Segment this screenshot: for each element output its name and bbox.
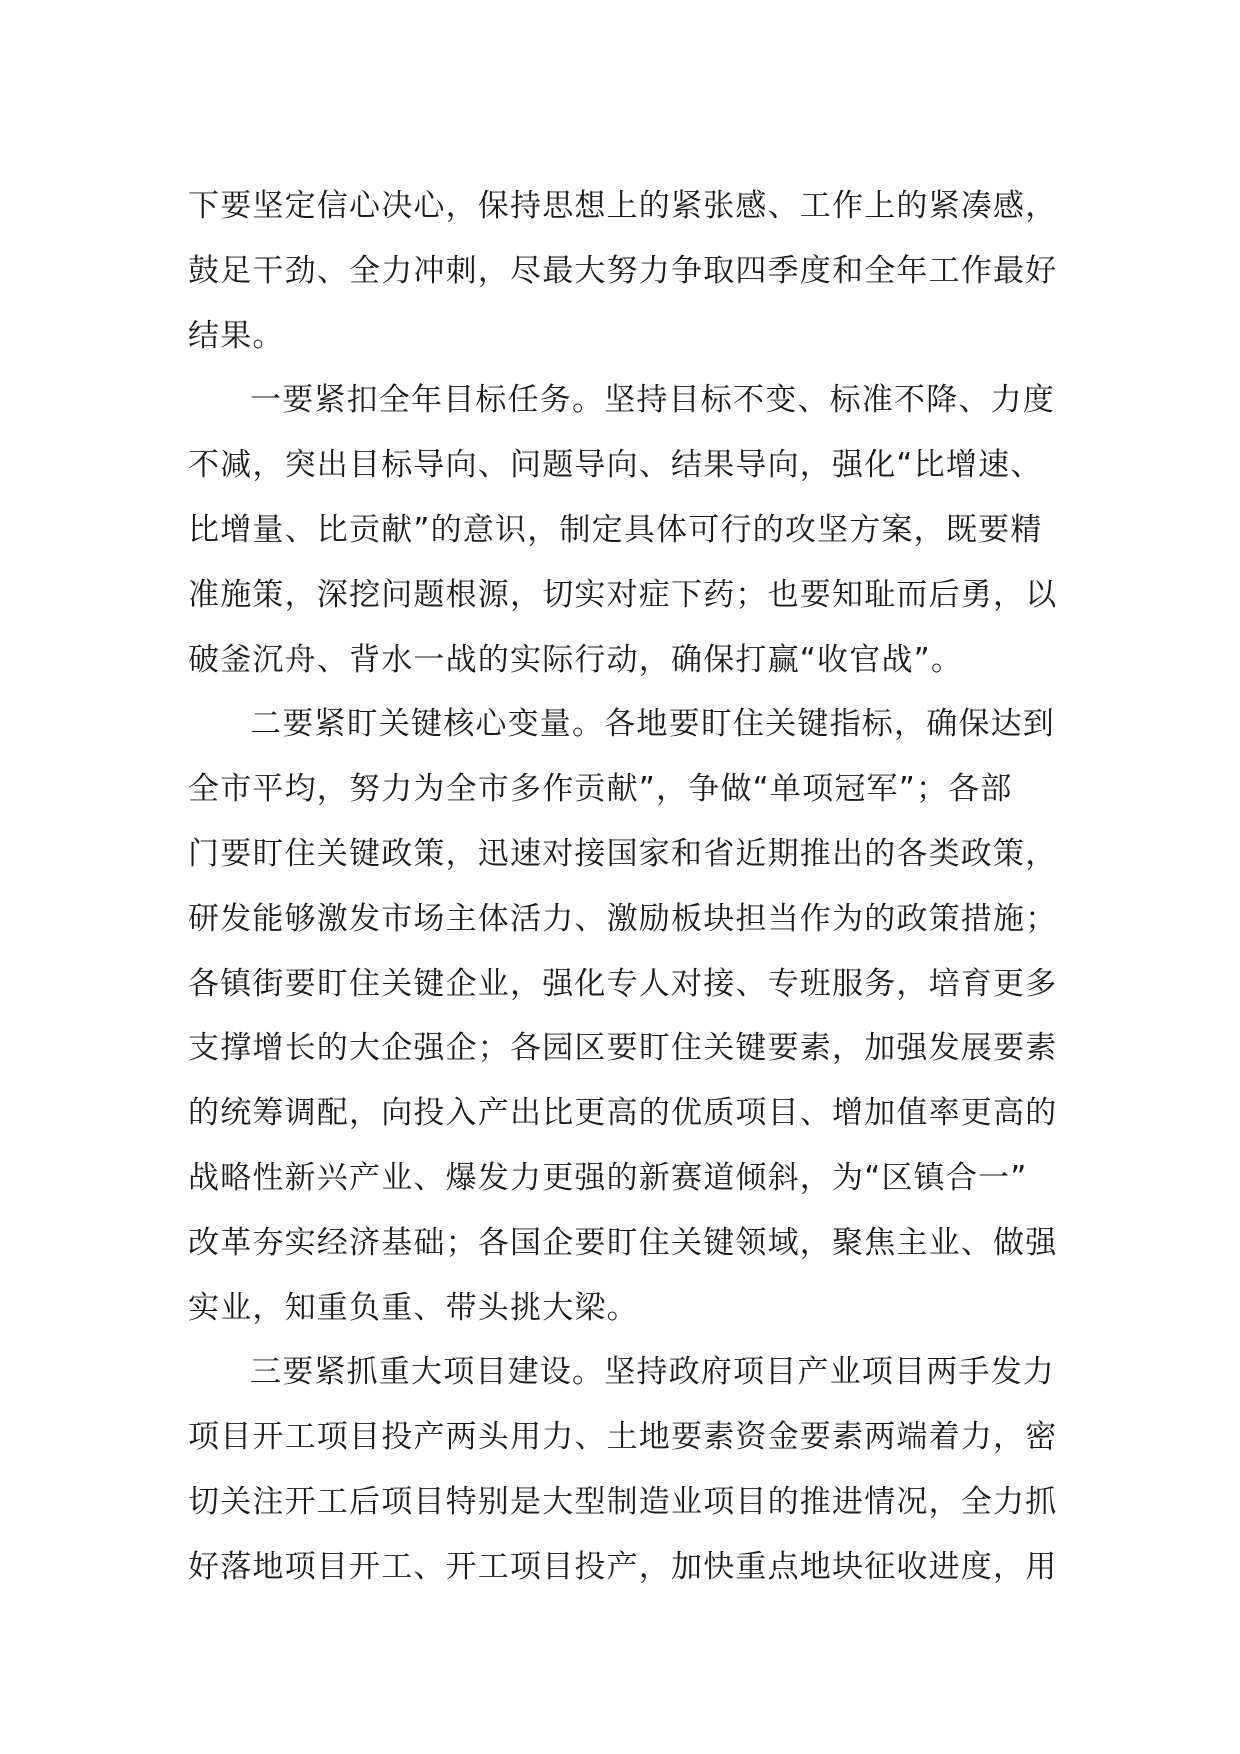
text-line: 二要紧盯关键核心变量。各地要盯住关键指标，确保达到 [250,706,1055,743]
text-line: 支撑增长的大企强企；各园区要盯住关键要素，加强发展要素 [188,1030,1058,1067]
text-line: 研发能够激发市场主体活力、激励板块担当作为的政策措施； [188,900,1058,937]
text-line: 门要盯住关键政策，迅速对接国家和省近期推出的各类政策， [188,835,1058,872]
text-line: 比增量、比贡献”的意识，制定具体可行的攻坚方案，既要精 [188,511,1043,548]
text-line: 三要紧抓重大项目建设。坚持政府项目产业项目两手发力 [250,1354,1055,1391]
text-line: 准施策，深挖问题根源，切实对症下药；也要知耻而后勇，以 [188,576,1058,613]
text-line: 下要坚定信心决心，保持思想上的紧张感、工作上的紧凑感， [188,188,1058,224]
text-line: 改革夯实经济基础；各国企要盯住关键领域，聚焦主业、做强 [188,1224,1058,1261]
paragraph-continuation [188,174,1058,368]
paragraph-target-tasks [188,368,1058,692]
paragraph-major-projects [188,1340,1058,1599]
text-line: 一要紧扣全年目标任务。坚持目标不变、标准不降、力度 [250,382,1055,419]
text-line: 实业，知重负重、带头挑大梁。 [188,1289,639,1326]
text-line: 各镇街要盯住关键企业，强化专人对接、专班服务，培育更多 [188,965,1058,1002]
text-line: 鼓足干劲、全力冲刺，尽最大努力争取四季度和全年工作最好 [188,252,1058,289]
document-body [188,174,1058,1600]
text-line: 战略性新兴产业、爆发力更强的新赛道倾斜，为“区镇合一” [188,1159,1028,1196]
text-line: 项目开工项目投产两头用力、土地要素资金要素两端着力，密 [188,1419,1058,1456]
text-line: 的统筹调配，向投入产出比更高的优质项目、增加值率更高的 [188,1095,1058,1132]
text-line: 好落地项目开工、开工项目投产，加快重点地块征收进度，用 [188,1548,1058,1585]
text-line: 破釜沉舟、背水一战的实际行动，确保打赢“收官战”。 [188,641,964,678]
text-line: 全市平均，努力为全市多作贡献”，争做“单项冠军”；各部 [188,771,1013,808]
text-line: 结果。 [188,317,285,354]
text-line: 不减，突出目标导向、问题导向、结果导向，强化“比增速、 [188,447,1043,484]
paragraph-key-variables [188,692,1058,1340]
text-line: 切关注开工后项目特别是大型制造业项目的推进情况，全力抓 [188,1483,1058,1520]
